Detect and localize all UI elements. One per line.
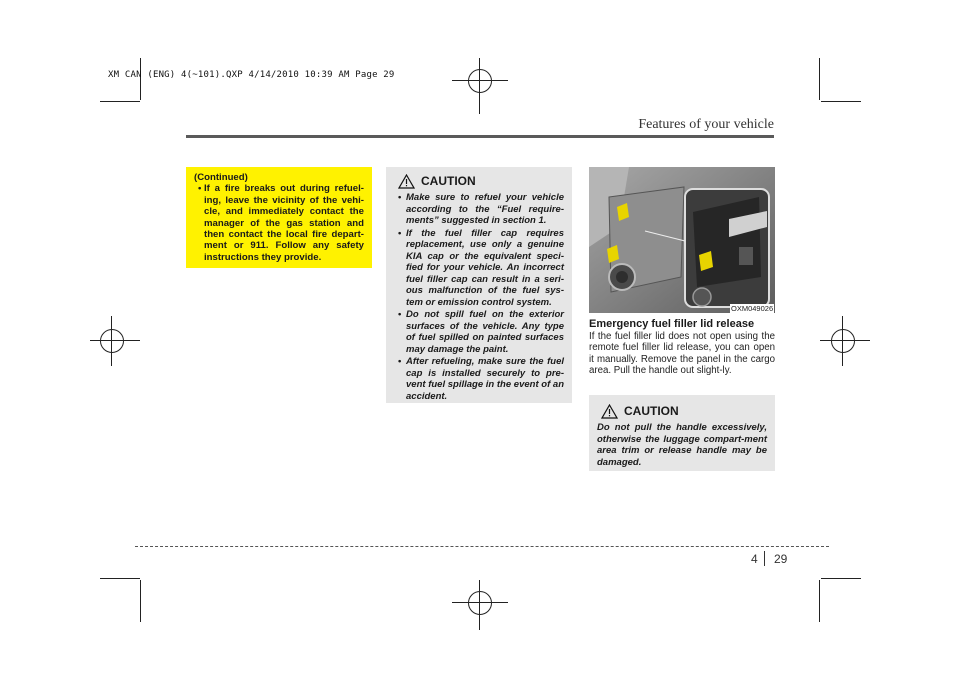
list-item: • Do not spill fuel on the exterior surfaces of the vehicle. Any type of fuel spilled on painted surfaces may damage the paint. — [398, 309, 564, 355]
caution-title: CAUTION — [421, 174, 476, 188]
list-item: • If a fire breaks out during refuel-ing, leave the vicinity of the vehi-cle, and immediately contact the manager of the gas station and then contact the local fire depart-ment or 911. Follow any safety instructions they provide. — [198, 183, 364, 263]
list-item: • If the fuel filler cap requires replacement, use only a genuine KIA cap or the equivalent speci-fied for your vehicle. An incorrect fuel filler cap can result in a seri-ous malfunction of the fuel sys-tem or emission control system. — [398, 227, 564, 308]
page-number: 29 — [774, 552, 788, 566]
caution-box-handle — [589, 395, 775, 471]
header-rule — [186, 135, 774, 138]
continued-label: (Continued) — [194, 172, 248, 183]
footer-dashed-rule — [135, 546, 829, 547]
print-slug: XM CAN (ENG) 4(~101).QXP 4/14/2010 10:39 AM Page 29 — [108, 70, 395, 80]
caution-heading — [601, 403, 767, 419]
warning-triangle-icon — [398, 174, 415, 189]
page-number-divider — [764, 551, 765, 566]
section-title: Emergency fuel filler lid release — [589, 318, 755, 330]
fuel-lid-release-photo — [589, 167, 775, 313]
list-item: • Make sure to refuel your vehicle according to the “Fuel require-ments” suggested in section 1. — [398, 192, 564, 226]
list-item: • After refueling, make sure the fuel cap is installed securely to pre-vent fuel spillage in the event of an accident. — [398, 356, 564, 402]
caution-heading — [398, 173, 564, 189]
bullet: • — [198, 183, 202, 195]
cargo-area-illustration — [589, 167, 775, 313]
continued-warning-box — [186, 167, 372, 268]
figure-id: OXM049026 — [731, 304, 774, 313]
page-header-title: Features of your vehicle — [638, 117, 774, 132]
caution-body: Do not pull the handle excessively, otherwise the luggage compart-ment area trim or release handle may be damaged. — [597, 422, 767, 468]
section-body: If the fuel filler lid does not open using the remote fuel filler lid release, you can open it manually. Remove the panel in the cargo area. Pull the handle out slight-ly. — [589, 331, 775, 377]
chapter-number: 4 — [751, 552, 758, 566]
warning-triangle-icon — [601, 404, 618, 419]
caution-title: CAUTION — [624, 404, 679, 418]
caution-box-refueling — [386, 167, 572, 403]
